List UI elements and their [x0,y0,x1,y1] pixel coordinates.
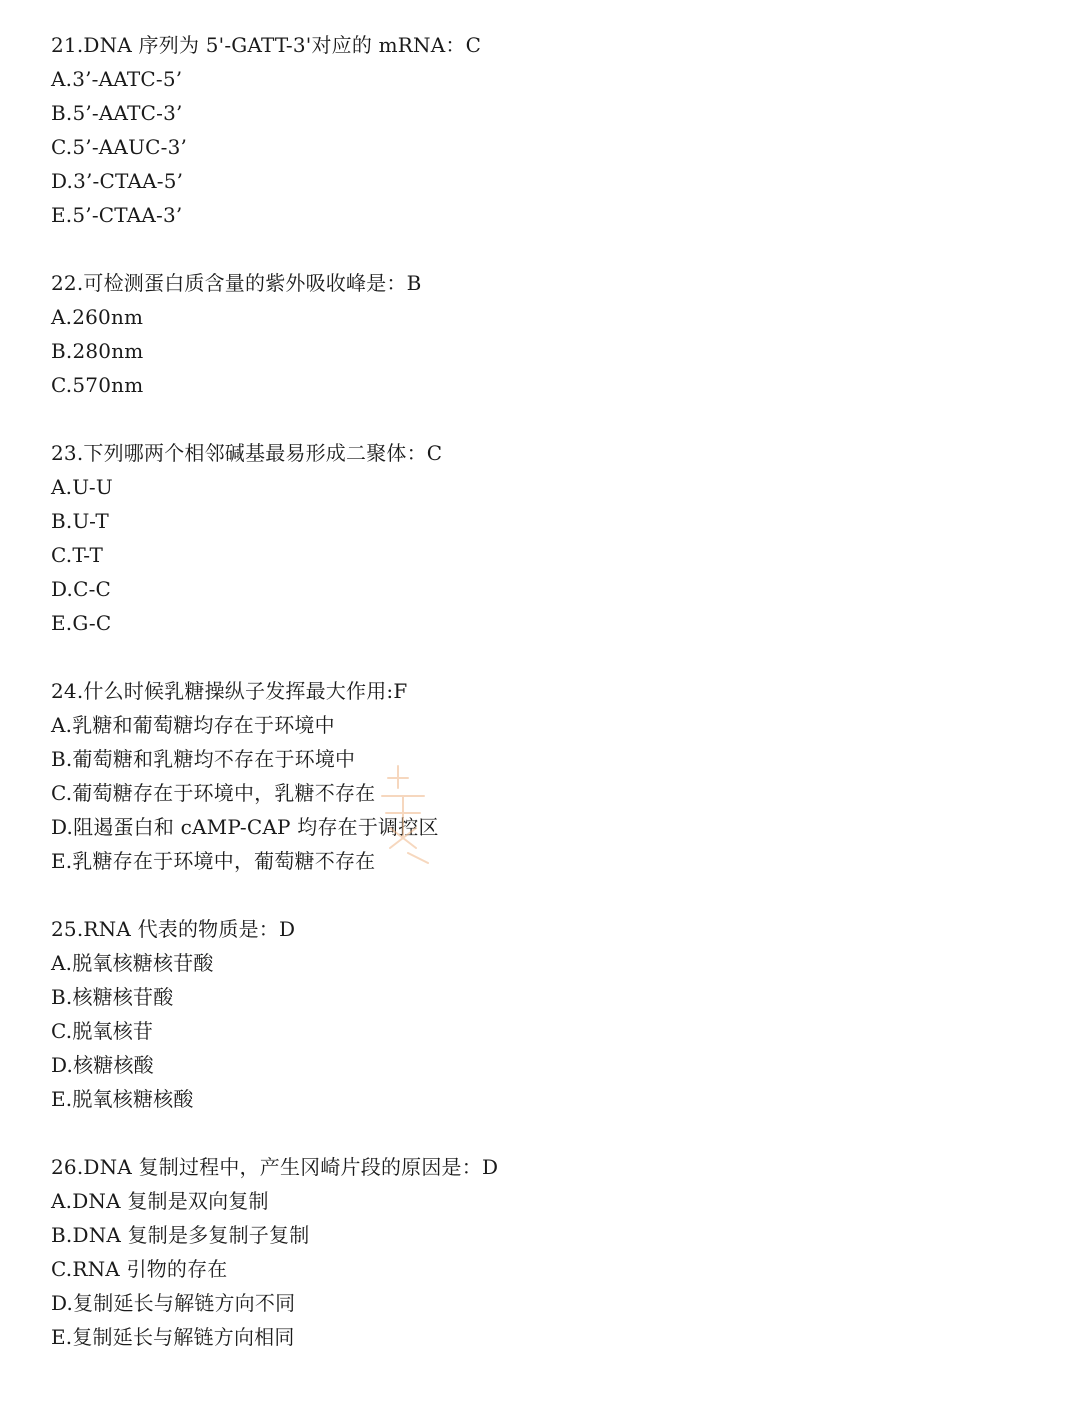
option-b: B.核糖核苷酸 [51,985,174,1009]
option-e: E.脱氧核糖核酸 [51,1087,194,1111]
option-e: E.G-C [51,611,112,635]
option-d: D.C-C [51,577,112,601]
option-a: A.3’-AATC-5’ [51,67,183,91]
option-e: E.5’-CTAA-3’ [51,203,183,227]
option-d: D.核糖核酸 [51,1053,154,1077]
option-d: D.3’-CTAA-5’ [51,169,184,193]
question-title: 21.DNA 序列为 5'-GATT-3'对应的 mRNA：C [51,33,482,57]
question-26 [51,1150,1031,1354]
option-b: B.DNA 复制是多复制子复制 [51,1223,310,1247]
option-b: B.5’-AATC-3’ [51,101,183,125]
question-25 [51,912,1031,1116]
question-22 [51,266,1031,402]
question-21 [51,28,1031,232]
option-c: C.570nm [51,373,144,397]
option-a: A.DNA 复制是双向复制 [51,1189,269,1213]
watermark-logo-icon [368,758,438,868]
option-b: B.280nm [51,339,144,363]
option-d: D.阻遏蛋白和 cAMP-CAP 均存在于调控区 [51,815,439,839]
question-title: 24.什么时候乳糖操纵子发挥最大作用:F [51,679,408,703]
option-d: D.复制延长与解链方向不同 [51,1291,296,1315]
question-title: 23.下列哪两个相邻碱基最易形成二聚体：C [51,441,443,465]
question-24 [51,674,1031,878]
option-a: A.脱氧核糖核苷酸 [51,951,214,975]
option-b: B.U-T [51,509,109,533]
option-c: C.5’-AAUC-3’ [51,135,188,159]
question-title: 25.RNA 代表的物质是：D [51,917,296,941]
option-a: A.U-U [51,475,113,499]
option-c: C.RNA 引物的存在 [51,1257,228,1281]
option-a: A.260nm [51,305,144,329]
question-title: 26.DNA 复制过程中，产生冈崎片段的原因是：D [51,1155,499,1179]
option-e: E.复制延长与解链方向相同 [51,1325,295,1349]
option-c: C.脱氧核苷 [51,1019,154,1043]
option-c: C.葡萄糖存在于环境中，乳糖不存在 [51,781,376,805]
option-b: B.葡萄糖和乳糖均不存在于环境中 [51,747,356,771]
question-23 [51,436,1031,640]
question-title: 22.可检测蛋白质含量的紫外吸收峰是：B [51,271,422,295]
option-c: C.T-T [51,543,104,567]
option-a: A.乳糖和葡萄糖均存在于环境中 [51,713,335,737]
option-e: E.乳糖存在于环境中，葡萄糖不存在 [51,849,376,873]
